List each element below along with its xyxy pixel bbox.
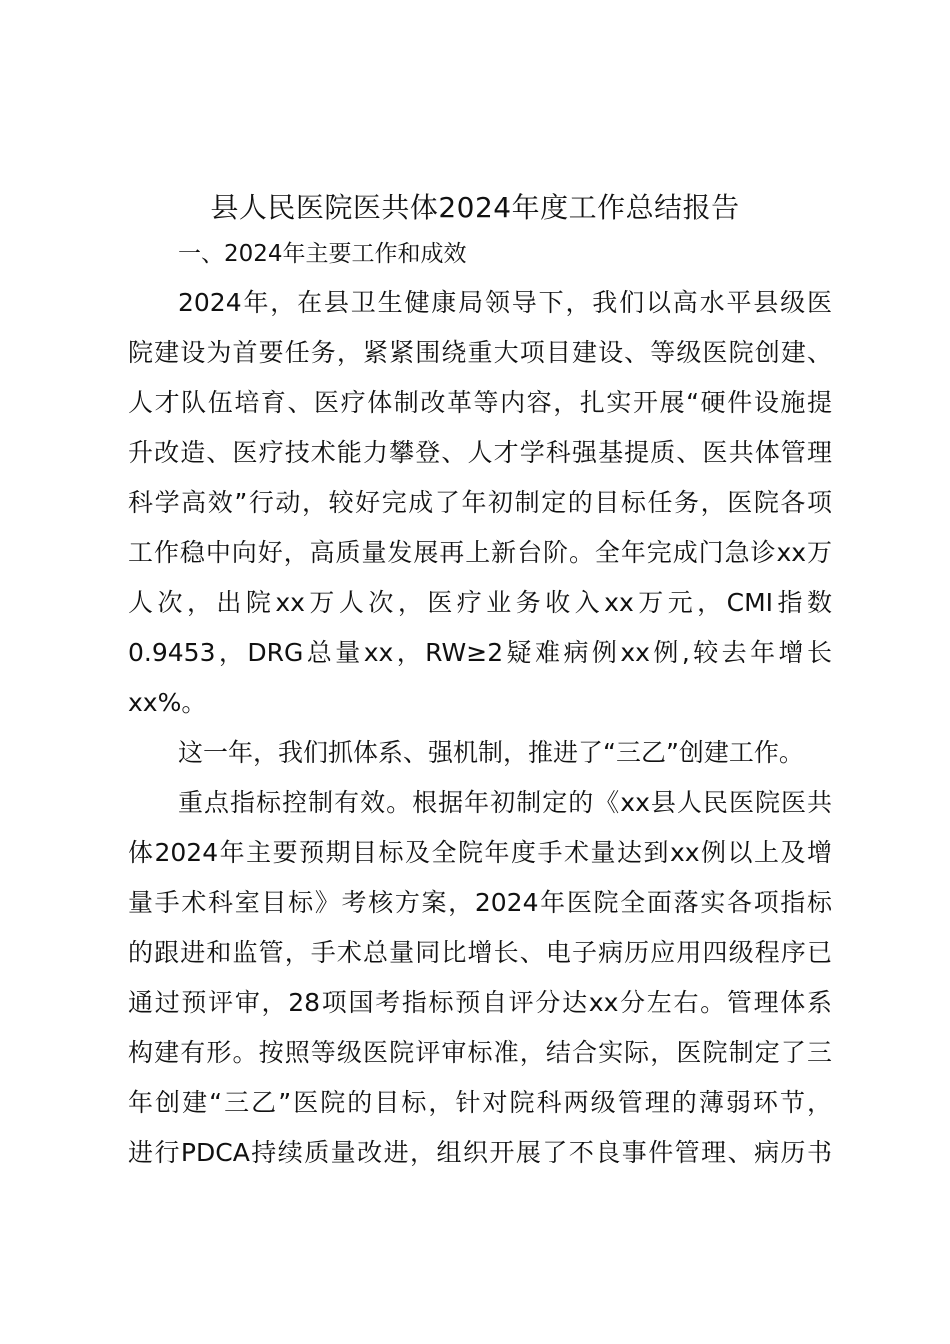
text-line: 人才队伍培育、医疗体制改革等内容，扎实开展“硬件设施提	[128, 388, 832, 417]
text-line: 重点指标控制有效。根据年初制定的《xx县人民医院医共	[178, 788, 832, 817]
text-line: 工作稳中向好，高质量发展再上新台阶。全年完成门急诊xx万	[128, 538, 832, 567]
text-line: 这一年，我们抓体系、强机制，推进了“三乙”创建工作。	[178, 738, 804, 767]
text-line: 升改造、医疗技术能力攀登、人才学科强基提质、医共体管理	[128, 438, 832, 467]
text-line: 量手术科室目标》考核方案，2024年医院全面落实各项指标	[128, 888, 832, 917]
text-line: 构建有形。按照等级医院评审标准，结合实际，医院制定了三	[128, 1038, 832, 1067]
text-line: 人次，出院xx万人次，医疗业务收入xx万元，CMI指数	[128, 588, 832, 617]
text-line: 的跟进和监管，手术总量同比增长、电子病历应用四级程序已	[128, 938, 832, 967]
text-line: xx%。	[128, 688, 207, 717]
text-line: 院建设为首要任务，紧紧围绕重大项目建设、等级医院创建、	[128, 338, 832, 367]
text-line: 通过预评审，28项国考指标预自评分达xx分左右。管理体系	[128, 988, 832, 1017]
text-line: 0.9453，DRG总量xx，RW≥2疑难病例xx例,较去年增长	[128, 638, 832, 667]
text-line: 年创建“三乙”医院的目标，针对院科两级管理的薄弱环节，	[128, 1088, 832, 1117]
paragraph-1	[0, 278, 950, 728]
section-heading: 一、2024年主要工作和成效	[178, 241, 467, 267]
paragraph-3	[0, 778, 950, 1178]
document-title: 县人民医院医共体2024年度工作总结报告	[210, 191, 740, 224]
text-line: 2024年，在县卫生健康局领导下，我们以高水平县级医	[178, 288, 832, 317]
paragraph-2	[0, 728, 950, 778]
text-line: 进行PDCA持续质量改进，组织开展了不良事件管理、病历书	[128, 1138, 832, 1167]
text-line: 体2024年主要预期目标及全院年度手术量达到xx例以上及增	[128, 838, 832, 867]
text-line: 科学高效”行动，较好完成了年初制定的目标任务，医院各项	[128, 488, 832, 517]
